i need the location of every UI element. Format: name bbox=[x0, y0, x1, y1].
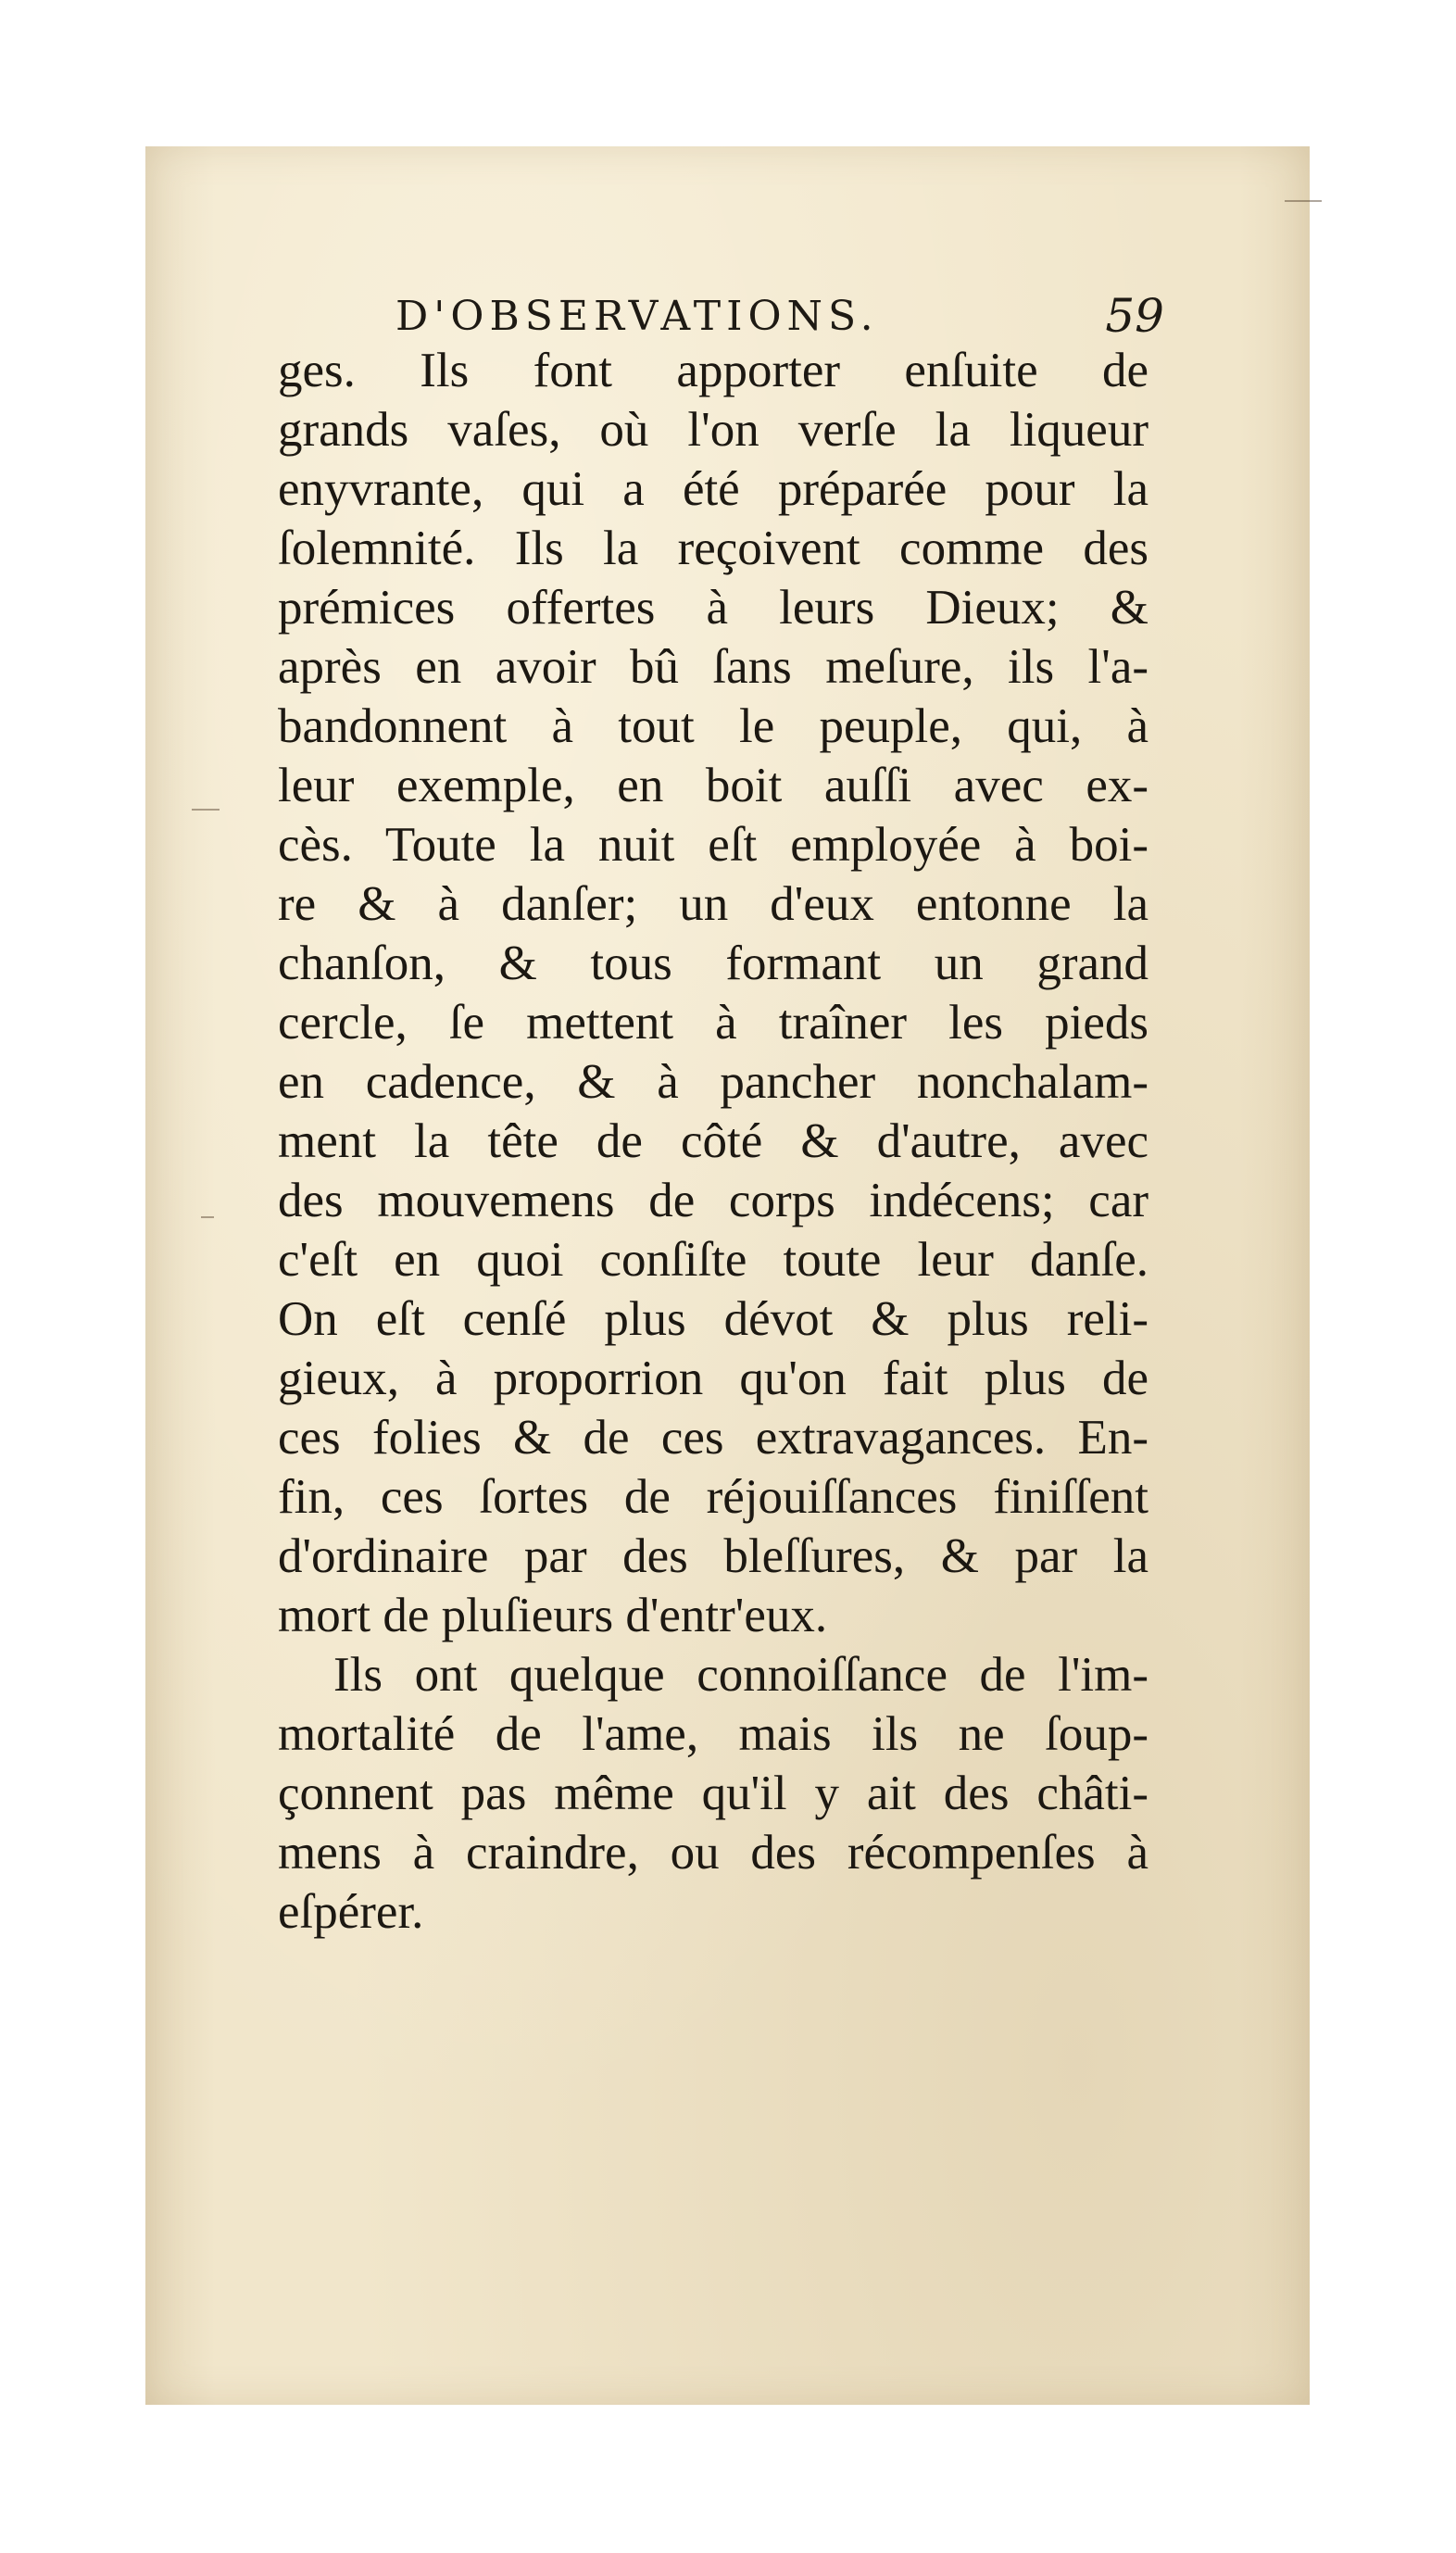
text-line: fin, ces ſortes de réjouiſſances finiſſent bbox=[278, 1470, 1148, 1524]
text-line: après en avoir bû ſans meſure, ils l'a- bbox=[278, 640, 1148, 694]
text-line: enyvrante, qui a été préparée pour la bbox=[278, 462, 1148, 516]
page-header bbox=[395, 282, 1164, 346]
page-number: 59 bbox=[1105, 289, 1164, 343]
text-line: gieux, à proporrion qu'on fait plus de bbox=[278, 1352, 1148, 1405]
text-line: chanſon, & tous formant un grand bbox=[278, 937, 1148, 990]
text-line: grands vaſes, où l'on verſe la liqueur bbox=[278, 403, 1148, 457]
margin-mark bbox=[192, 809, 220, 811]
text-line: cès. Toute la nuit eſt employée à boi- bbox=[278, 818, 1148, 872]
text-line: On eſt cenſé plus dévot & plus reli- bbox=[278, 1292, 1148, 1346]
edge-mark bbox=[1285, 200, 1322, 202]
text-line: çonnent pas même qu'il y ait des châti- bbox=[278, 1767, 1148, 1820]
text-line: ges. Ils font apporter enſuite de bbox=[278, 344, 1148, 397]
text-line: des mouvemens de corps indécens; car bbox=[278, 1174, 1148, 1227]
text-line: en cadence, & à pancher nonchalam- bbox=[278, 1055, 1148, 1109]
text-line: cercle, ſe mettent à traîner les pieds bbox=[278, 996, 1148, 1050]
text-line: Ils ont quelque connoiſſance de l'im- bbox=[333, 1648, 1148, 1702]
text-line: bandonnent à tout le peuple, qui, à bbox=[278, 699, 1148, 753]
text-line: ment la tête de côté & d'autre, avec bbox=[278, 1114, 1148, 1168]
margin-mark bbox=[201, 1216, 214, 1218]
text-line: d'ordinaire par des bleſſures, & par la bbox=[278, 1529, 1148, 1583]
text-line: ces folies & de ces extravagances. En- bbox=[278, 1411, 1148, 1465]
running-title: D'OBSERVATIONS. bbox=[395, 293, 879, 340]
text-line: re & à danſer; un d'eux entonne la bbox=[278, 877, 1148, 931]
text-line: prémices offertes à leurs Dieux; & bbox=[278, 581, 1148, 635]
text-line: mortalité de l'ame, mais ils ne ſoup- bbox=[278, 1707, 1148, 1761]
text-line: mens à craindre, ou des récompenſes à bbox=[278, 1826, 1148, 1880]
text-line: leur exemple, en boit auſſi avec ex- bbox=[278, 759, 1148, 812]
text-line: mort de pluſieurs d'entr'eux. bbox=[278, 1589, 828, 1642]
text-line: c'eſt en quoi conſiſte toute leur danſe. bbox=[278, 1233, 1148, 1287]
book-page bbox=[145, 146, 1310, 2405]
body-text bbox=[278, 341, 1148, 1942]
text-line: eſpérer. bbox=[278, 1885, 424, 1939]
text-line: ſolemnité. Ils la reçoivent comme des bbox=[278, 522, 1148, 575]
